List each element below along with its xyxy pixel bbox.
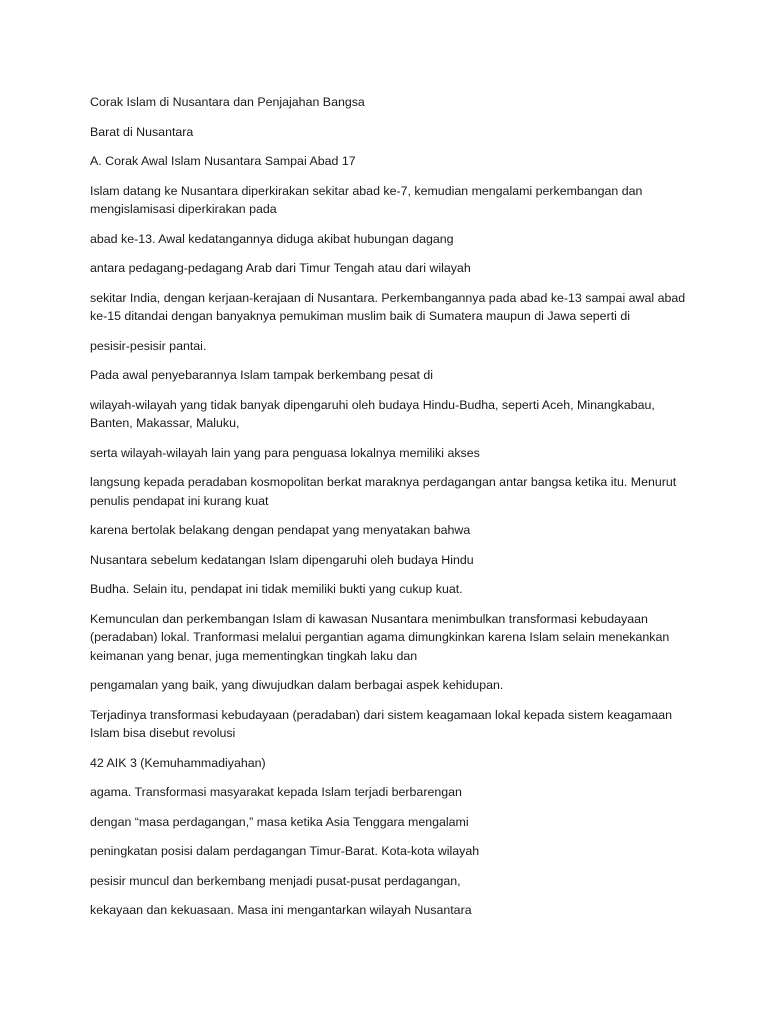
paragraph: wilayah-wilayah yang tidak banyak dipengaruhi oleh budaya Hindu-Budha, seperti Aceh, Minangkabau, Banten, Makassar, Maluku, — [90, 397, 655, 430]
section-heading: A. Corak Awal Islam Nusantara Sampai Abad 17 — [90, 154, 356, 168]
paragraph: pesisir-pesisir pantai. — [90, 338, 207, 353]
paragraph: Kemunculan dan perkembangan Islam di kawasan Nusantara menimbulkan transformasi kebudayaan (peradaban) lokal. Tranformasi melalui pergantian agama dimungkinkan karena Islam selain menekankan keimanan yang benar, juga mementingkan tingkah laku dan — [90, 611, 670, 663]
paragraph: Budha. Selain itu, pendapat ini tidak memiliki bukti yang cukup kuat. — [90, 582, 463, 596]
paragraph: Terjadinya transformasi kebudayaan (peradaban) dari sistem keagamaan lokal kepada sistem keagamaan Islam bisa disebut revolusi — [90, 707, 672, 740]
paragraph: agama. Transformasi masyarakat kepada Islam terjadi berbarengan — [90, 785, 462, 799]
paragraph: Pada awal penyebarannya Islam tampak berkembang pesat di — [90, 368, 434, 382]
paragraph: antara pedagang-pedagang Arab dari Timur Tengah atau dari wilayah — [90, 261, 471, 275]
paragraph: Nusantara sebelum kedatangan Islam dipengaruhi oleh budaya Hindu — [90, 552, 474, 567]
paragraph: pengamalan yang baik, yang diwujudkan dalam berbagai aspek kehidupan. — [90, 678, 504, 692]
document-heading: Corak Islam di Nusantara dan Penjajahan Bangsa — [90, 95, 365, 109]
paragraph: peningkatan posisi dalam perdagangan Timur-Barat. Kota-kota wilayah — [90, 844, 480, 858]
document-heading-continued: Barat di Nusantara — [90, 124, 194, 139]
paragraph: abad ke-13. Awal kedatangannya diduga akibat hubungan dagang — [90, 231, 454, 246]
page-reference: 42 AIK 3 (Kemuhammadiyahan) — [90, 755, 266, 770]
paragraph: serta wilayah-wilayah lain yang para penguasa lokalnya memiliki akses — [90, 445, 480, 460]
paragraph: pesisir muncul dan berkembang menjadi pusat-pusat perdagangan, — [90, 873, 461, 888]
paragraph: Islam datang ke Nusantara diperkirakan sekitar abad ke-7, kemudian mengalami perkembangan dan mengislamisasi diperkirakan pada — [90, 183, 643, 216]
paragraph: langsung kepada peradaban kosmopolitan berkat maraknya perdagangan antar bangsa ketika itu. Menurut penulis pendapat ini kurang kuat — [90, 475, 677, 508]
paragraph: kekayaan dan kekuasaan. Masa ini mengantarkan wilayah Nusantara — [90, 903, 472, 917]
paragraph: karena bertolak belakang dengan pendapat yang menyatakan bahwa — [90, 523, 471, 537]
paragraph: dengan “masa perdagangan,” masa ketika Asia Tenggara mengalami — [90, 814, 469, 829]
paragraph: sekitar India, dengan kerjaan-kerajaan di Nusantara. Perkembangannya pada abad ke-13 sampai awal abad ke-15 ditandai dengan banyaknya pemukiman muslim baik di Sumatera maupun di Jawa seperti di — [90, 290, 686, 323]
document-body — [90, 93, 690, 931]
